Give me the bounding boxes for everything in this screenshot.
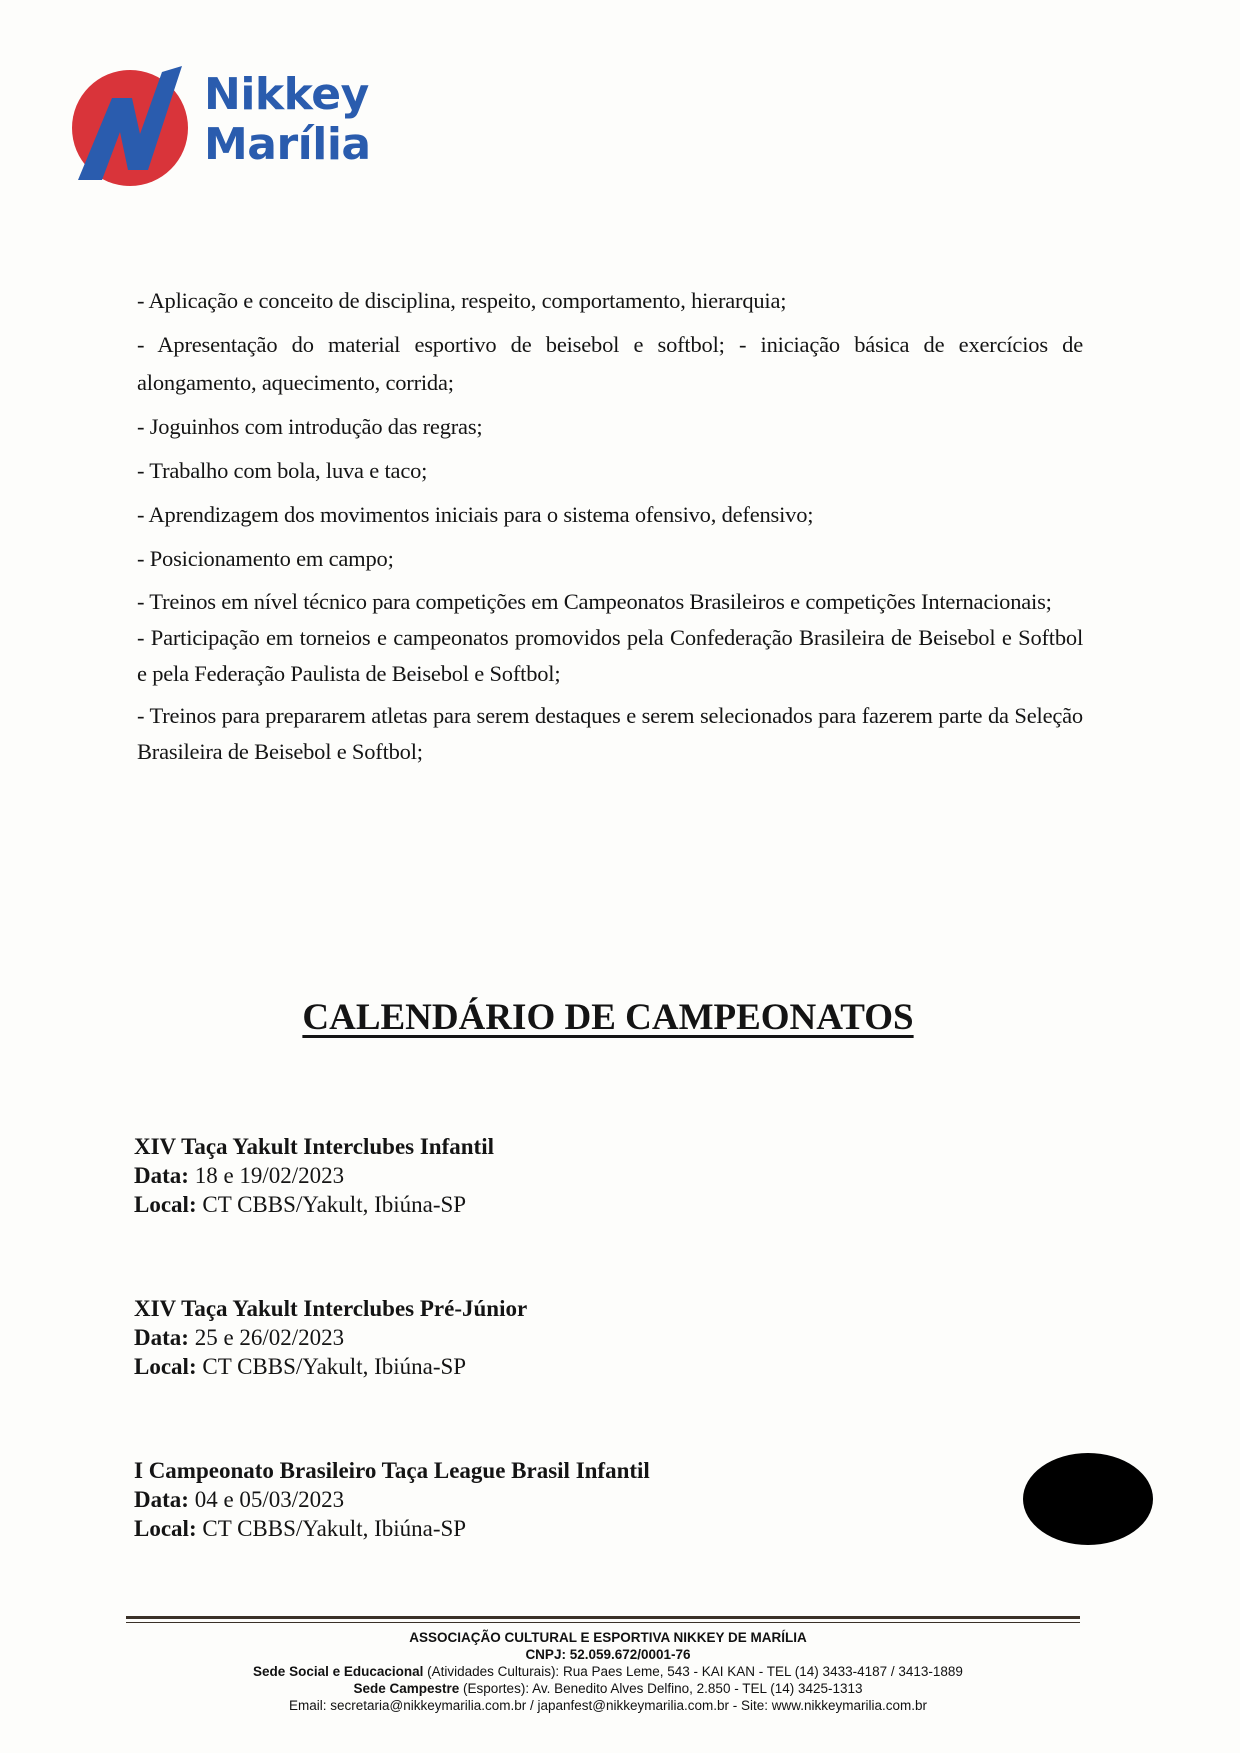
event-local-line <box>134 1352 527 1381</box>
sede-social-text: (Atividades Culturais): Rua Paes Leme, 543 - KAI KAN - TEL (14) 3433-4187 / 3413-1889 <box>427 1664 963 1679</box>
list-item: - Joguinhos com introdução das regras; <box>137 414 483 439</box>
activities-list <box>137 282 1083 770</box>
redaction-mark <box>1023 1453 1153 1545</box>
event-local: CT CBBS/Yakult, Ibiúna-SP <box>202 1354 467 1379</box>
event-date-line <box>134 1161 494 1190</box>
date-label: Data: <box>134 1325 189 1350</box>
list-item: - Participação em torneios e campeonatos promovidos pela Confederação Brasileira de Beisebol e Softbol e pela Federação Paulista de Beisebol e Softbol; <box>137 625 1083 686</box>
list-item: - Aprendizagem dos movimentos iniciais para o sistema ofensivo, defensivo; <box>137 502 814 527</box>
logo-line-1: Nikkey <box>204 69 369 120</box>
event-block <box>134 1294 527 1381</box>
footer-sede-campestre <box>0 1680 1216 1697</box>
event-block <box>134 1456 650 1543</box>
event-date: 18 e 19/02/2023 <box>194 1163 345 1188</box>
list-item: - Posicionamento em campo; <box>137 546 394 571</box>
event-local-line <box>134 1190 494 1219</box>
event-local: CT CBBS/Yakult, Ibiúna-SP <box>202 1516 467 1541</box>
footer-org: ASSOCIAÇÃO CULTURAL E ESPORTIVA NIKKEY DE MARÍLIA <box>409 1630 807 1645</box>
event-local: CT CBBS/Yakult, Ibiúna-SP <box>202 1192 467 1217</box>
event-name: I Campeonato Brasileiro Taça League Brasil Infantil <box>134 1458 650 1483</box>
calendar-title <box>0 996 1216 1039</box>
date-label: Data: <box>134 1163 189 1188</box>
logo-line-2: Marília <box>204 119 371 170</box>
event-name: XIV Taça Yakult Interclubes Pré-Júnior <box>134 1296 528 1321</box>
footer-divider <box>126 1616 1080 1619</box>
list-item: - Aplicação e conceito de disciplina, respeito, comportamento, hierarquia; <box>137 288 787 313</box>
date-label: Data: <box>134 1487 189 1512</box>
event-date: 04 e 05/03/2023 <box>194 1487 345 1512</box>
logo-wordmark <box>204 70 371 170</box>
list-item: - Treinos para prepararem atletas para serem destaques e serem selecionados para fazerem parte da Seleção Brasileira de Beisebol e Softbol; <box>137 703 1083 764</box>
footer-divider-thin <box>126 1622 1080 1623</box>
list-item: - Trabalho com bola, luva e taco; <box>137 458 428 483</box>
sede-campestre-label: Sede Campestre <box>353 1681 460 1696</box>
footer-cnpj: CNPJ: 52.059.672/0001-76 <box>525 1647 691 1662</box>
event-local-line <box>134 1514 650 1543</box>
footer-sede-social <box>0 1663 1216 1680</box>
sede-social-label: Sede Social e Educacional <box>253 1664 424 1679</box>
local-label: Local: <box>134 1192 197 1217</box>
nikkey-n-logo-icon <box>70 62 200 192</box>
event-date-line <box>134 1485 650 1514</box>
nikkey-marilia-logo <box>70 62 390 192</box>
calendar-title-text: CALENDÁRIO DE CAMPEONATOS <box>302 997 914 1038</box>
event-date-line <box>134 1323 527 1352</box>
list-item: - Treinos em nível técnico para competições em Campeonatos Brasileiros e competições Internacionais; <box>137 589 1052 614</box>
event-block <box>134 1132 494 1219</box>
sede-campestre-text: (Esportes): Av. Benedito Alves Delfino, 2.850 - TEL (14) 3425-1313 <box>463 1681 863 1696</box>
local-label: Local: <box>134 1354 197 1379</box>
local-label: Local: <box>134 1516 197 1541</box>
event-date: 25 e 26/02/2023 <box>194 1325 345 1350</box>
footer-contact: Email: secretaria@nikkeymarilia.com.br / japanfest@nikkeymarilia.com.br - Site: www.nikkeymarilia.com.br <box>288 1698 928 1713</box>
event-name: XIV Taça Yakult Interclubes Infantil <box>134 1134 494 1159</box>
list-item: - Apresentação do material esportivo de beisebol e softbol; - iniciação básica de exercícios de alongamento, aquecimento, corrida; <box>137 332 1083 395</box>
footer <box>0 1629 1216 1714</box>
